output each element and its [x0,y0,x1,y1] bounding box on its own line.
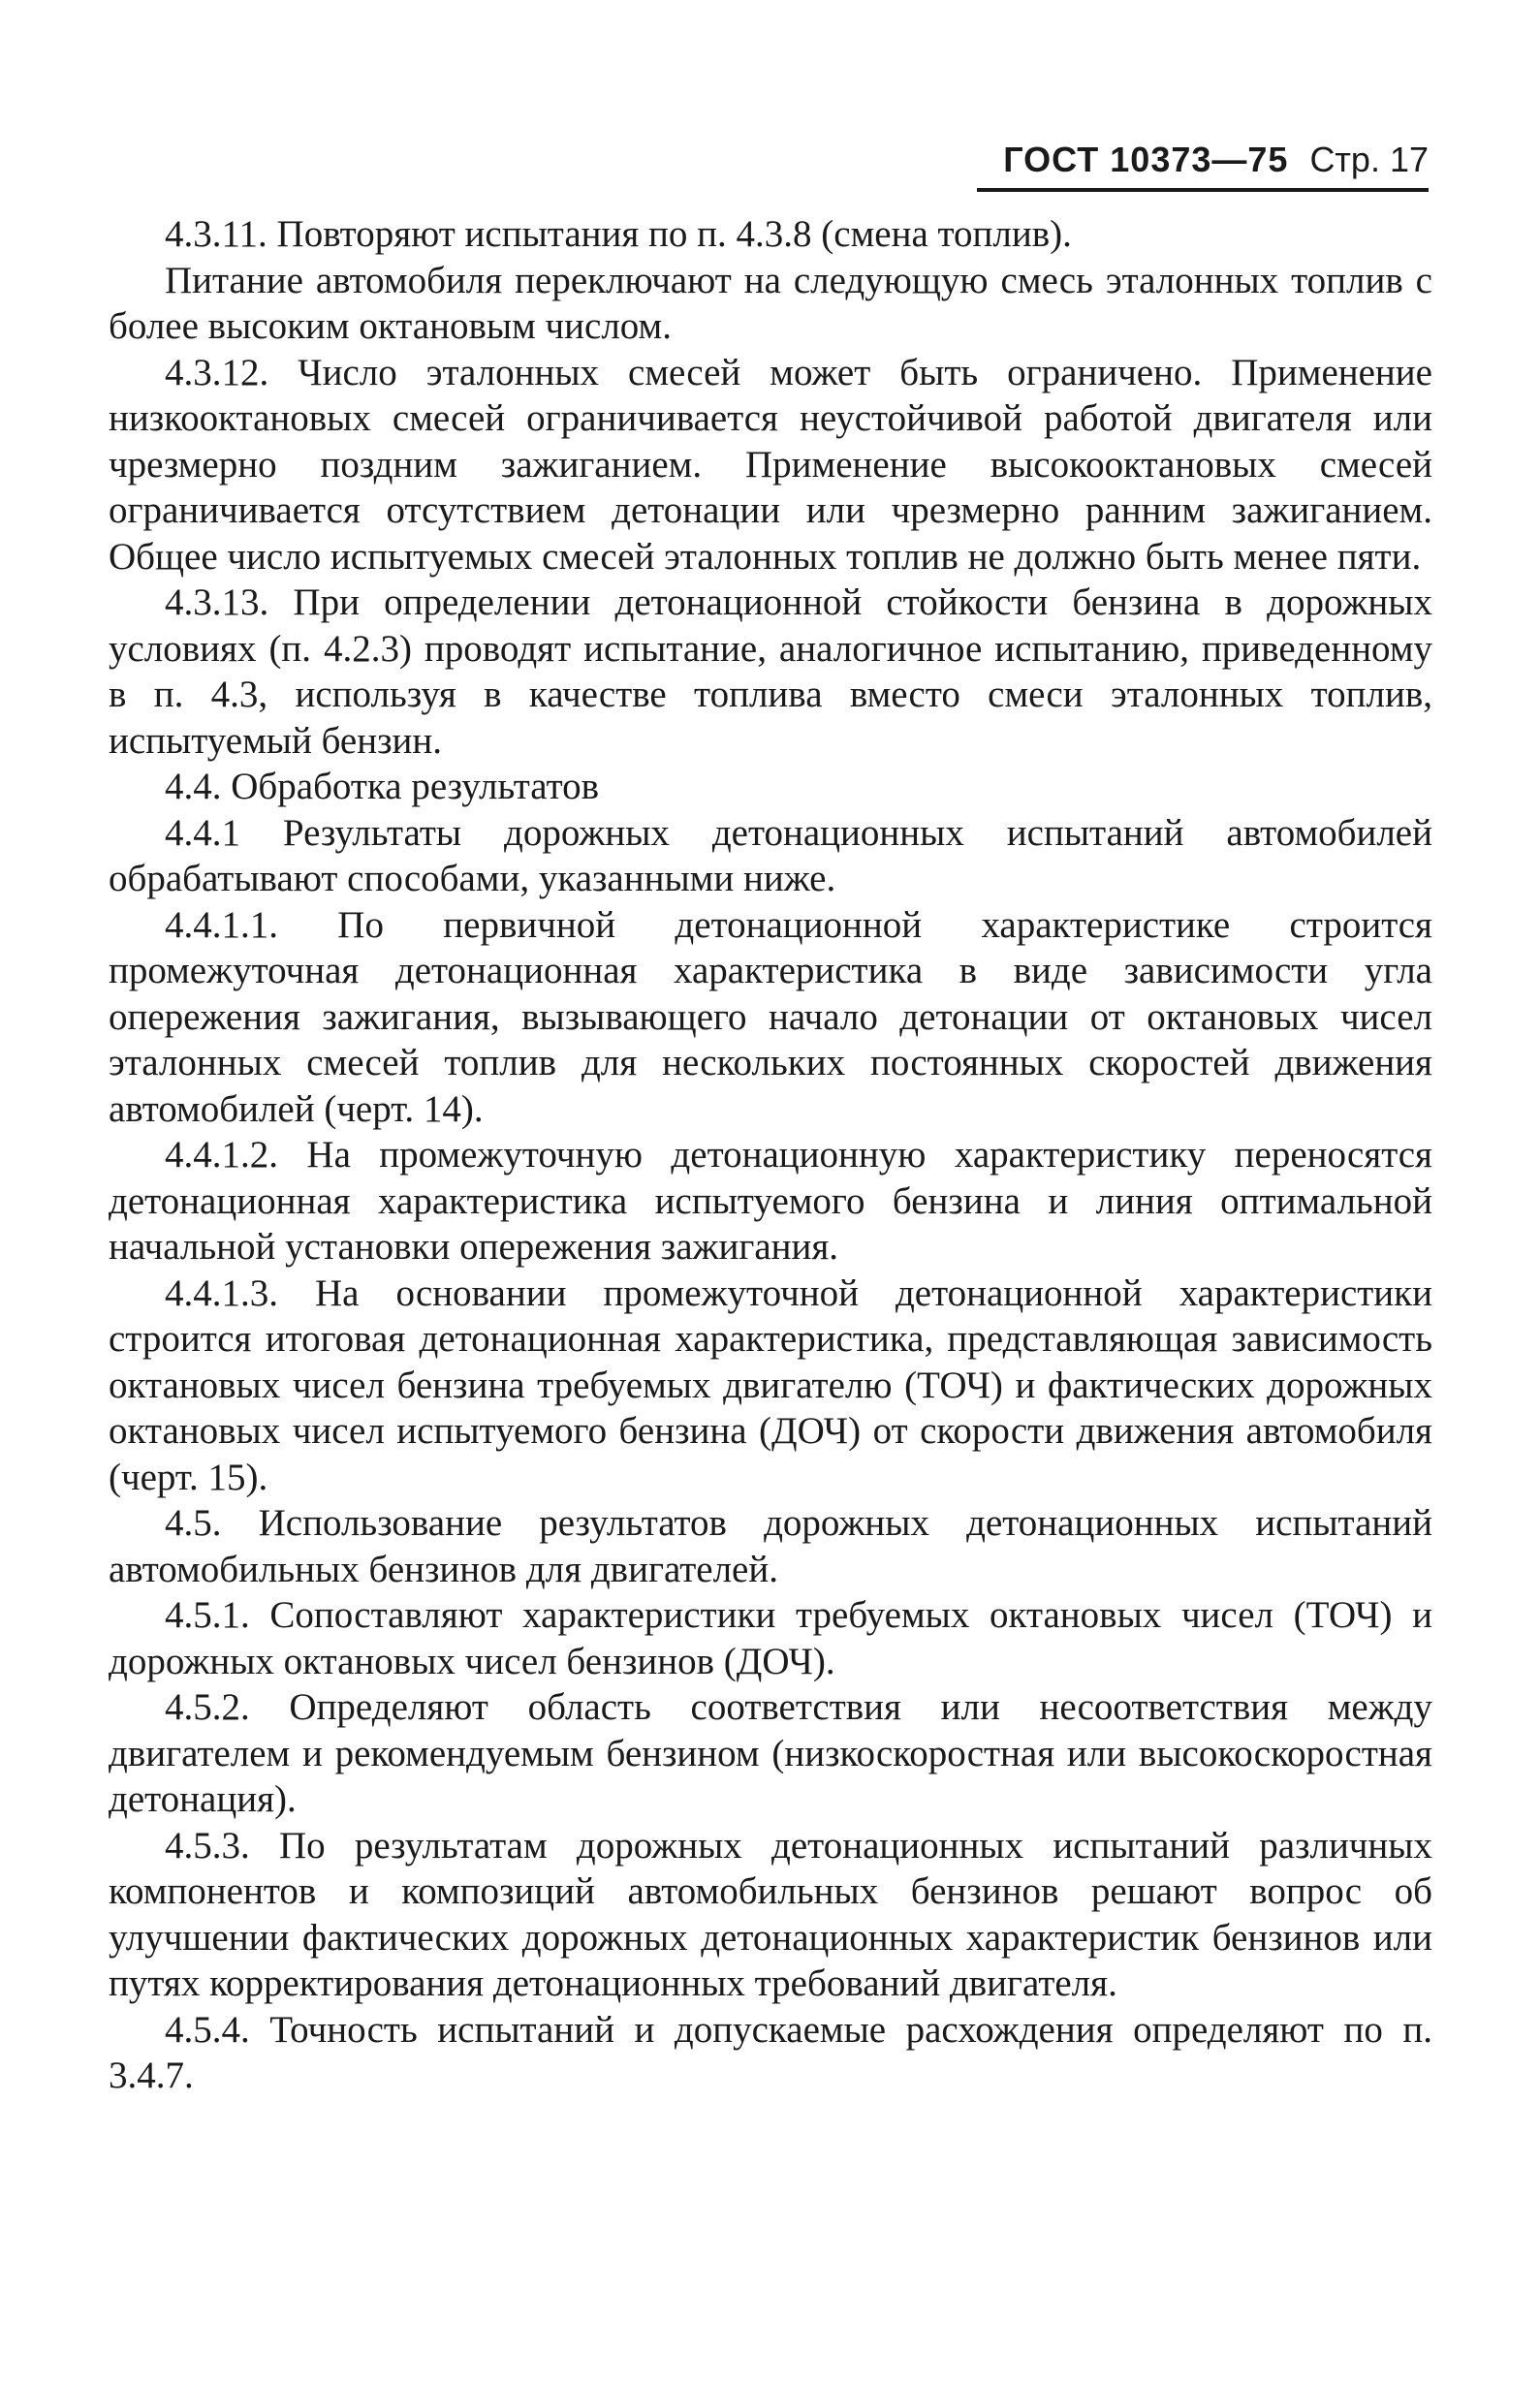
paragraph-4-5-2: 4.5.2. Определяют область соответствия или несоответствия между двигателем и рекомендуемым бензином (низкоскоростная или высокоскоростная детонация). [109,1686,1432,1820]
paragraph-4-4-1-1: 4.4.1.1. По первичной детонационной характеристике строится промежуточная детонационная характеристика в виде зависимости угла опережения зажигания, вызывающего начало детонации от октановых чисел эталонных смесей топлив для нескольких постоянных скоростей движения автомобилей (черт. 14). [109,903,1432,1130]
page-number: Стр. 17 [1309,140,1429,179]
page-header [977,130,1429,192]
paragraph-4-4-1: 4.4.1 Результаты дорожных детонационных испытаний автомобилей обрабатывают способами, указанными ниже. [109,811,1432,899]
paragraph-4-3-11: 4.3.11. Повторяют испытания по п. 4.3.8 (смена топлив). [165,213,1072,255]
paragraph-4-5-3: 4.5.3. По результатам дорожных детонационных испытаний различных компонентов и композиций автомобильных бензинов решают вопрос об улучшении фактических дорожных детонационных характеристик бензинов или путях корректирования детонационных требований двигателя. [109,1824,1432,2004]
paragraph-4-3-12: 4.3.12. Число эталонных смесей может быть ограничено. Применение низкооктановых смесей ограничивается неустойчивой работой двигателя или чрезмерно поздним зажиганием. Применение высокооктановых смесей ограничивается отсутствием детонации или чрезмерно ранним зажиганием. Общее число испытуемых смесей эталонных топлив не должно быть менее пяти. [109,351,1432,578]
paragraph-4-4-1-3: 4.4.1.3. На основании промежуточной детонационной характеристики строится итоговая детонационная характеристика, представляющая зависимость октановых чисел бензина требуемых двигателю (ТОЧ) и фактических дорожных октановых чисел испытуемого бензина (ДОЧ) от скорости движения автомобиля (черт. 15). [109,1271,1432,1498]
document-body [109,211,1432,2099]
paragraph-4-5-4: 4.5.4. Точность испытаний и допускаемые расхождения определяют по п. 3.4.7. [109,2008,1432,2096]
standard-number: ГОСТ 10373—75 [1003,140,1289,179]
paragraph-4-4-1-2: 4.4.1.2. На промежуточную детонационную характеристику переносятся детонационная характеристика испытуемого бензина и линия оптимальной начальной установки опережения зажигания. [109,1134,1432,1268]
paragraph-4-5-1: 4.5.1. Сопоставляют характеристики требуемых октановых чисел (ТОЧ) и дорожных октановых чисел бензинов (ДОЧ). [109,1594,1432,1682]
section-heading-4-4: 4.4. Обработка результатов [165,766,600,807]
paragraph-fuel-switch: Питание автомобиля переключают на следующую смесь эталонных топлив с более высоким октановым числом. [109,259,1432,347]
section-heading-4-5: 4.5. Использование результатов дорожных детонационных испытаний автомобильных бензинов для двигателей. [109,1502,1432,1590]
paragraph-4-3-13: 4.3.13. При определении детонационной стойкости бензина в дорожных условиях (п. 4.2.3) проводят испытание, аналогичное испытанию, приведенному в п. 4.3, используя в качестве топлива вместо смеси эталонных топлив, испытуемый бензин. [109,581,1432,762]
